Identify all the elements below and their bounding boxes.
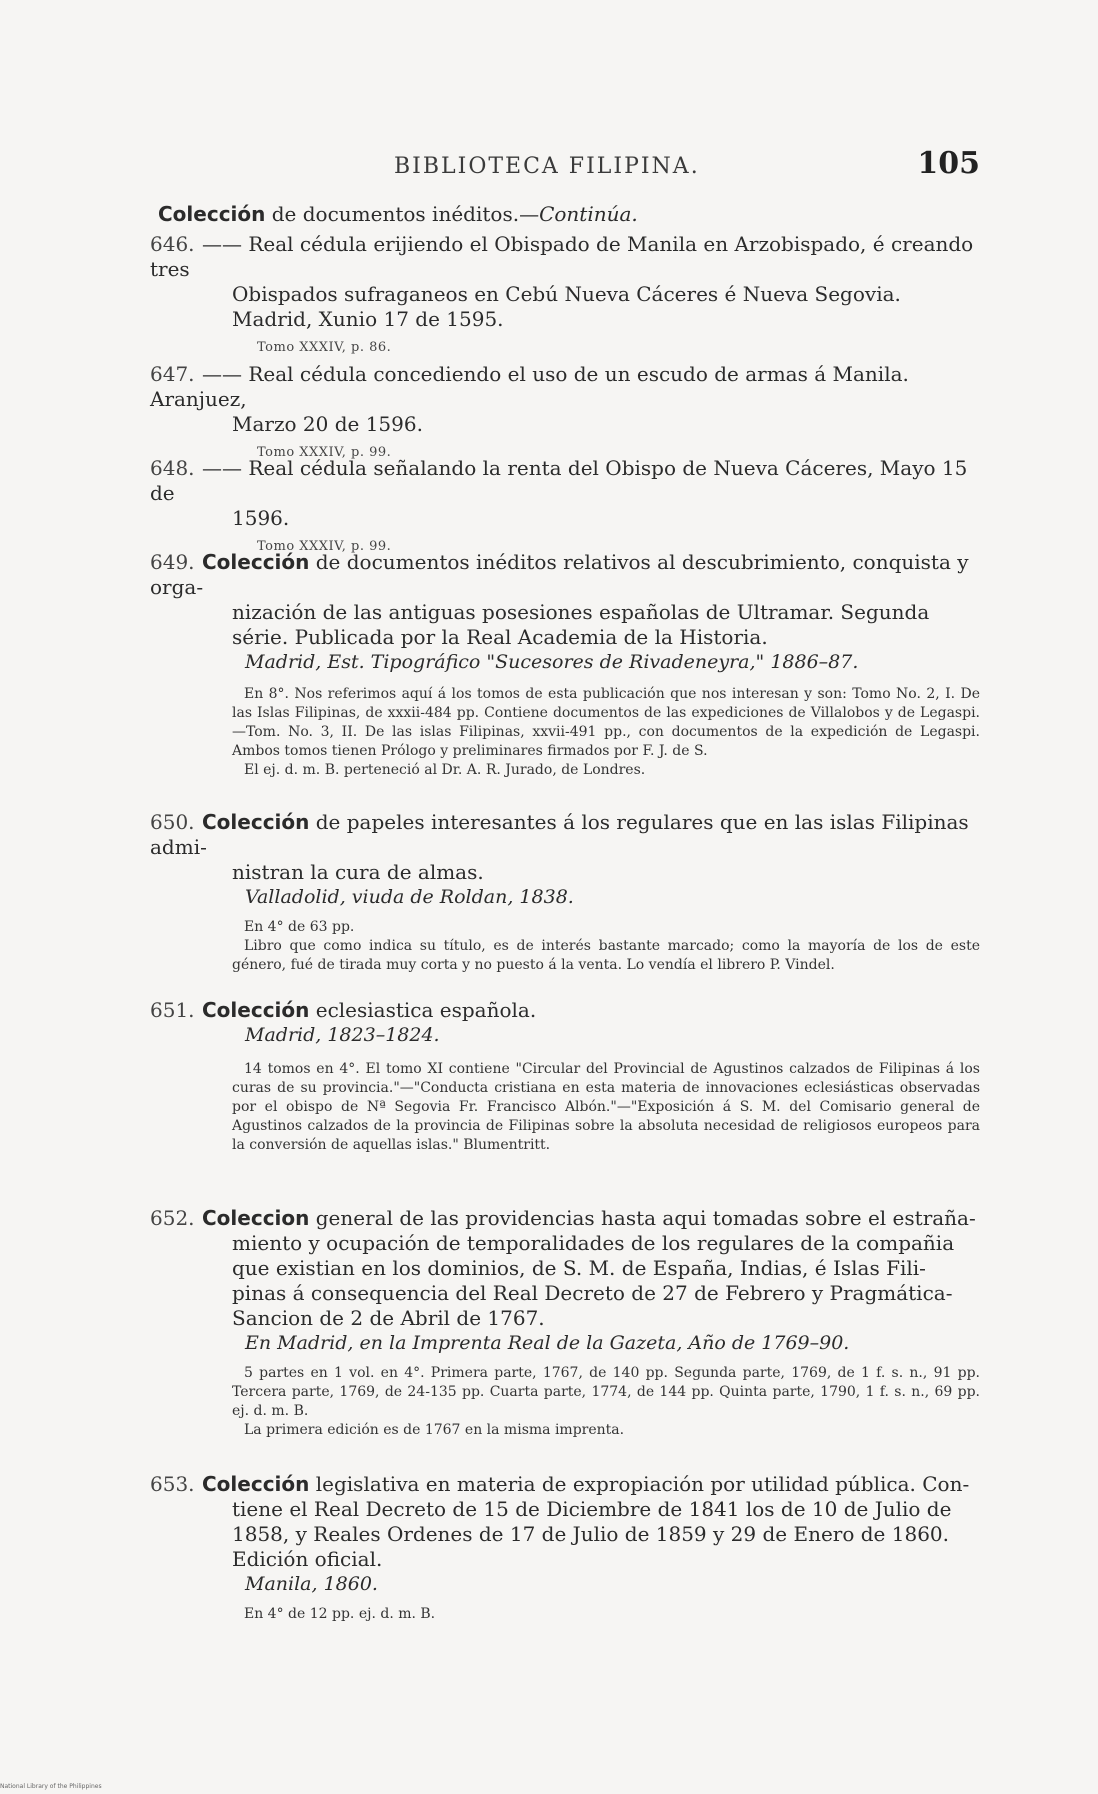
entry-line: eclesiastica española.	[309, 998, 537, 1022]
entry-number: 646.	[150, 232, 195, 256]
entry-number: 647.	[150, 362, 195, 386]
entry-notes	[150, 1364, 980, 1440]
note-paragraph: El ej. d. m. B. perteneció al Dr. A. R. Jurado, de Londres.	[244, 762, 646, 778]
entry-number: 650.	[150, 810, 195, 834]
entry-lead: Colección	[202, 810, 310, 834]
note-paragraph: 5 partes en 1 vol. en 4°. Primera parte, 1767, de 140 pp. Segunda parte, 1769, de 1 f. s. n., 91 pp. Tercera parte, 1769, de 24-135 pp. Cuarta parte, 1774, de 144 pp. Quinta parte, 1790, 1 f. s. n., 69 pp. ej. d. m. B.	[232, 1365, 980, 1419]
entry-number: 649.	[150, 550, 195, 574]
continuation-text: de documentos inéditos.—	[265, 202, 540, 226]
entry-reference: Tomo XXXIV, p. 99.	[257, 445, 392, 460]
entry-notes	[150, 918, 980, 975]
entry-648	[150, 456, 980, 554]
entry-lead: Coleccion	[202, 1206, 310, 1230]
entry-reference: Tomo XXXIV, p. 99.	[257, 539, 392, 554]
entry-line: 1596.	[232, 506, 290, 530]
entry-imprint: Manila, 1860.	[245, 1573, 378, 1595]
entry-line: de papeles interesantes á los regulares que en las islas Filipinas admi-	[150, 810, 969, 859]
entry-line: legislativa en materia de expropiación por utilidad pública. Con-	[309, 1472, 970, 1496]
entry-notes	[150, 685, 980, 780]
entry-650	[150, 810, 980, 975]
note-paragraph: En 8°. Nos referimos aquí á los tomos de esta publicación que nos interesan y son: Tomo No. 2, I. De las Islas Filipinas, de xxxii-484 pp. Contiene documentos de las expediciones de Villalobos y de Legaspi.—Tom. No. 3, II. De las islas Filipinas, xxvii-491 pp., con documentos de la expedición de Legaspi. Ambos tomos tienen Prólogo y preliminares firmados por F. J. de S.	[232, 686, 980, 759]
note-paragraph: En 4° de 63 pp.	[244, 919, 355, 935]
entry-number: 652.	[150, 1206, 195, 1230]
entry-imprint: Madrid, Est. Tipográfico "Sucesores de Rivadeneyra," 1886–87.	[245, 651, 859, 673]
entry-reference: Tomo XXXIV, p. 86.	[257, 340, 392, 355]
entry-notes	[150, 1060, 980, 1155]
entry-number: 648.	[150, 456, 195, 480]
entry-line: —— Real cédula concediendo el uso de un escudo de armas á Manila. Aranjuez,	[150, 362, 909, 411]
entry-lead: Colección	[202, 1472, 310, 1496]
entry-lead: Colección	[202, 998, 310, 1022]
entry-653	[150, 1472, 980, 1624]
entry-imprint: Valladolid, viuda de Roldan, 1838.	[245, 886, 574, 908]
entry-imprint: Madrid, 1823–1824.	[245, 1024, 440, 1046]
page-header	[150, 146, 980, 190]
note-paragraph: 14 tomos en 4°. El tomo XI contiene "Circular del Provincial de Agustinos calzados de Filipinas á los curas de su provincia."—"Conducta cristiana en esta materia de innovaciones eclesiásticas observadas por el obispo de Nª Segovia Fr. Francisco Albón."—"Exposición á S. M. del Comisario general de Agustinos calzados de la provincia de Filipinas sobre la absoluta necesidad de religiosos europeos para la conversión de aquellas islas." Blumentritt.	[232, 1061, 980, 1153]
entry-line: nistran la cura de almas.	[232, 860, 484, 884]
entry-imprint: En Madrid, en la Imprenta Real de la Gazeta, Año de 1769–90.	[245, 1332, 850, 1354]
entry-line: série. Publicada por la Real Academia de la Historia.	[232, 625, 768, 649]
continuation-lead: Colección	[158, 202, 266, 226]
entry-line: de documentos inéditos relativos al descubrimiento, conquista y orga-	[150, 550, 969, 599]
entry-line: nización de las antiguas posesiones españolas de Ultramar. Segunda	[232, 600, 930, 624]
entry-line: que existian en los dominios, de S. M. de España, Indias, é Islas Fili-	[232, 1256, 926, 1280]
note-paragraph: Libro que como indica su título, es de interés bastante marcado; como la mayoría de los de este género, fué de tirada muy corta y no puesto á la venta. Lo vendía el librero P. Vindel.	[232, 938, 980, 973]
entry-line: tiene el Real Decreto de 15 de Diciembre de 1841 los de 10 de Julio de	[232, 1497, 952, 1521]
entry-line: 1858, y Reales Ordenes de 17 de Julio de 1859 y 29 de Enero de 1860.	[232, 1522, 950, 1546]
entry-651	[150, 998, 980, 1155]
entry-notes	[150, 1605, 980, 1624]
entry-line: Sancion de 2 de Abril de 1767.	[232, 1306, 545, 1330]
entry-line: Obispados sufraganeos en Cebú Nueva Cáceres é Nueva Segovia.	[232, 282, 901, 306]
entry-line: general de las providencias hasta aqui tomadas sobre el estraña-	[309, 1206, 976, 1230]
entry-number: 651.	[150, 998, 195, 1022]
scan-footer: National Library of the Philippines	[0, 1783, 102, 1790]
note-paragraph: La primera edición es de 1767 en la misma imprenta.	[244, 1422, 625, 1438]
page-number: 105	[917, 146, 980, 181]
entry-649	[150, 550, 980, 780]
note-paragraph: En 4° de 12 pp. ej. d. m. B.	[244, 1606, 436, 1622]
entry-number: 653.	[150, 1472, 195, 1496]
continuation-line	[150, 202, 980, 227]
entry-line: —— Real cédula erijiendo el Obispado de Manila en Arzobispado, é creando tres	[150, 232, 974, 281]
entry-652	[150, 1206, 980, 1440]
entry-646	[150, 232, 980, 355]
entry-lead: Colección	[202, 550, 310, 574]
entry-647	[150, 362, 980, 460]
entry-line: pinas á consequencia del Real Decreto de 27 de Febrero y Pragmática-	[232, 1281, 953, 1305]
continuation-italic: Continúa.	[539, 202, 638, 226]
entry-line: Madrid, Xunio 17 de 1595.	[232, 307, 504, 331]
entry-line: miento y ocupación de temporalidades de los regulares de la compañia	[232, 1231, 955, 1255]
entry-line: —— Real cédula señalando la renta del Obispo de Nueva Cáceres, Mayo 15 de	[150, 456, 968, 505]
entry-line: Marzo 20 de 1596.	[232, 412, 423, 436]
running-title: BIBLIOTECA FILIPINA.	[394, 154, 700, 179]
entry-line: Edición oficial.	[232, 1547, 383, 1571]
